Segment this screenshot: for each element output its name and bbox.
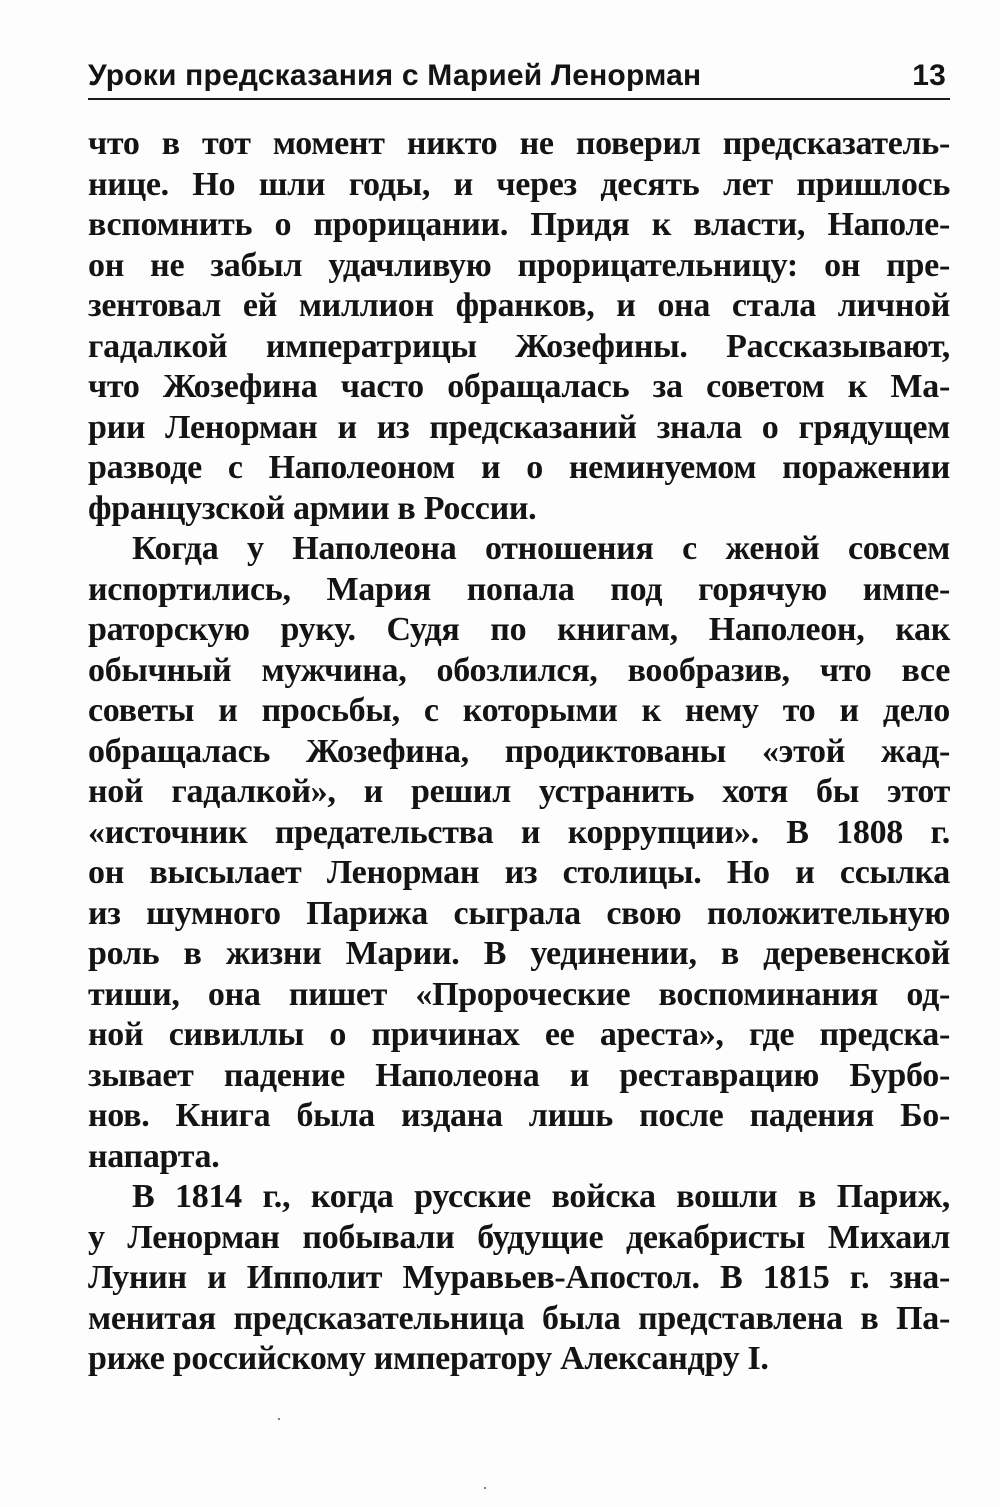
text-line: В 1814 г., когда русские войска вошли в Париж, bbox=[132, 1178, 950, 1215]
text-line: он не забыл удачливую прорицательницу: он пре- bbox=[88, 246, 950, 284]
scan-speck bbox=[278, 1418, 280, 1420]
text-line: Когда у Наполеона отношения с женой совсем bbox=[132, 530, 950, 567]
page-number: 13 bbox=[912, 59, 946, 92]
text-line: он высылает Ленорман из столицы. Но и ссылка bbox=[88, 854, 950, 891]
paragraph bbox=[88, 124, 950, 529]
text-line: что Жозефина часто обращалась за советом к Ма- bbox=[88, 368, 950, 405]
text-line: «источник предательства и коррупции». В 1808 г. bbox=[88, 813, 950, 851]
paragraph bbox=[88, 1177, 950, 1380]
text-line: советы и просьбы, с которыми к нему то и дело bbox=[88, 692, 950, 729]
text-line: обращалась Жозефина, продиктованы «этой жад- bbox=[88, 732, 950, 770]
text-line: французской армии в России. bbox=[88, 489, 537, 527]
text-line: у Ленорман побывали будущие декабристы Михаил bbox=[88, 1218, 950, 1256]
text-line: нов. Книга была издана лишь после падения Бо- bbox=[88, 1097, 950, 1134]
text-line: нице. Но шли годы, и через десять лет пришлось bbox=[88, 165, 950, 203]
text-line: Лунин и Ипполит Муравьев-Апостол. В 1815 г. зна- bbox=[88, 1259, 950, 1296]
body-text bbox=[88, 124, 950, 1380]
text-line: зывает падение Наполеона и реставрацию Бурбо- bbox=[88, 1056, 950, 1094]
text-line: что в тот момент никто не поверил предсказатель- bbox=[88, 125, 950, 162]
running-header bbox=[88, 52, 950, 100]
text-line: риже российскому императору Александру I. bbox=[88, 1340, 769, 1377]
text-line: вспомнить о прорицании. Придя к власти, Наполе- bbox=[88, 206, 950, 243]
scan-speck bbox=[484, 1487, 486, 1489]
text-line: зентовал ей миллион франков, и она стала личной bbox=[88, 287, 950, 324]
text-line: испортились, Мария попала под горячую импе- bbox=[88, 570, 950, 608]
paragraph bbox=[88, 529, 950, 1177]
running-title: Уроки предсказания с Марией Ленорман bbox=[88, 59, 702, 92]
text-line: тиши, она пишет «Пророческие воспоминания од- bbox=[88, 975, 950, 1013]
text-line: гадалкой императрицы Жозефины. Рассказывают, bbox=[88, 327, 950, 365]
text-line: роль в жизни Марии. В уединении, в деревенской bbox=[88, 935, 950, 972]
text-line: из шумного Парижа сыграла свою положительную bbox=[88, 894, 950, 932]
text-line: обычный мужчина, обозлился, вообразив, что все bbox=[88, 651, 950, 689]
text-line: менитая предсказательница была представлена в Па- bbox=[88, 1299, 950, 1337]
text-line: раторскую руку. Судя по книгам, Наполеон, как bbox=[88, 611, 950, 648]
text-line: напарта. bbox=[88, 1137, 220, 1175]
text-line: разводе с Наполеоном и о неминуемом поражении bbox=[88, 449, 950, 486]
text-line: рии Ленорман и из предсказаний знала о грядущем bbox=[88, 408, 950, 446]
text-line: ной сивиллы о причинах ее ареста», где предска- bbox=[88, 1016, 950, 1053]
text-line: ной гадалкой», и решил устранить хотя бы этот bbox=[88, 773, 950, 810]
